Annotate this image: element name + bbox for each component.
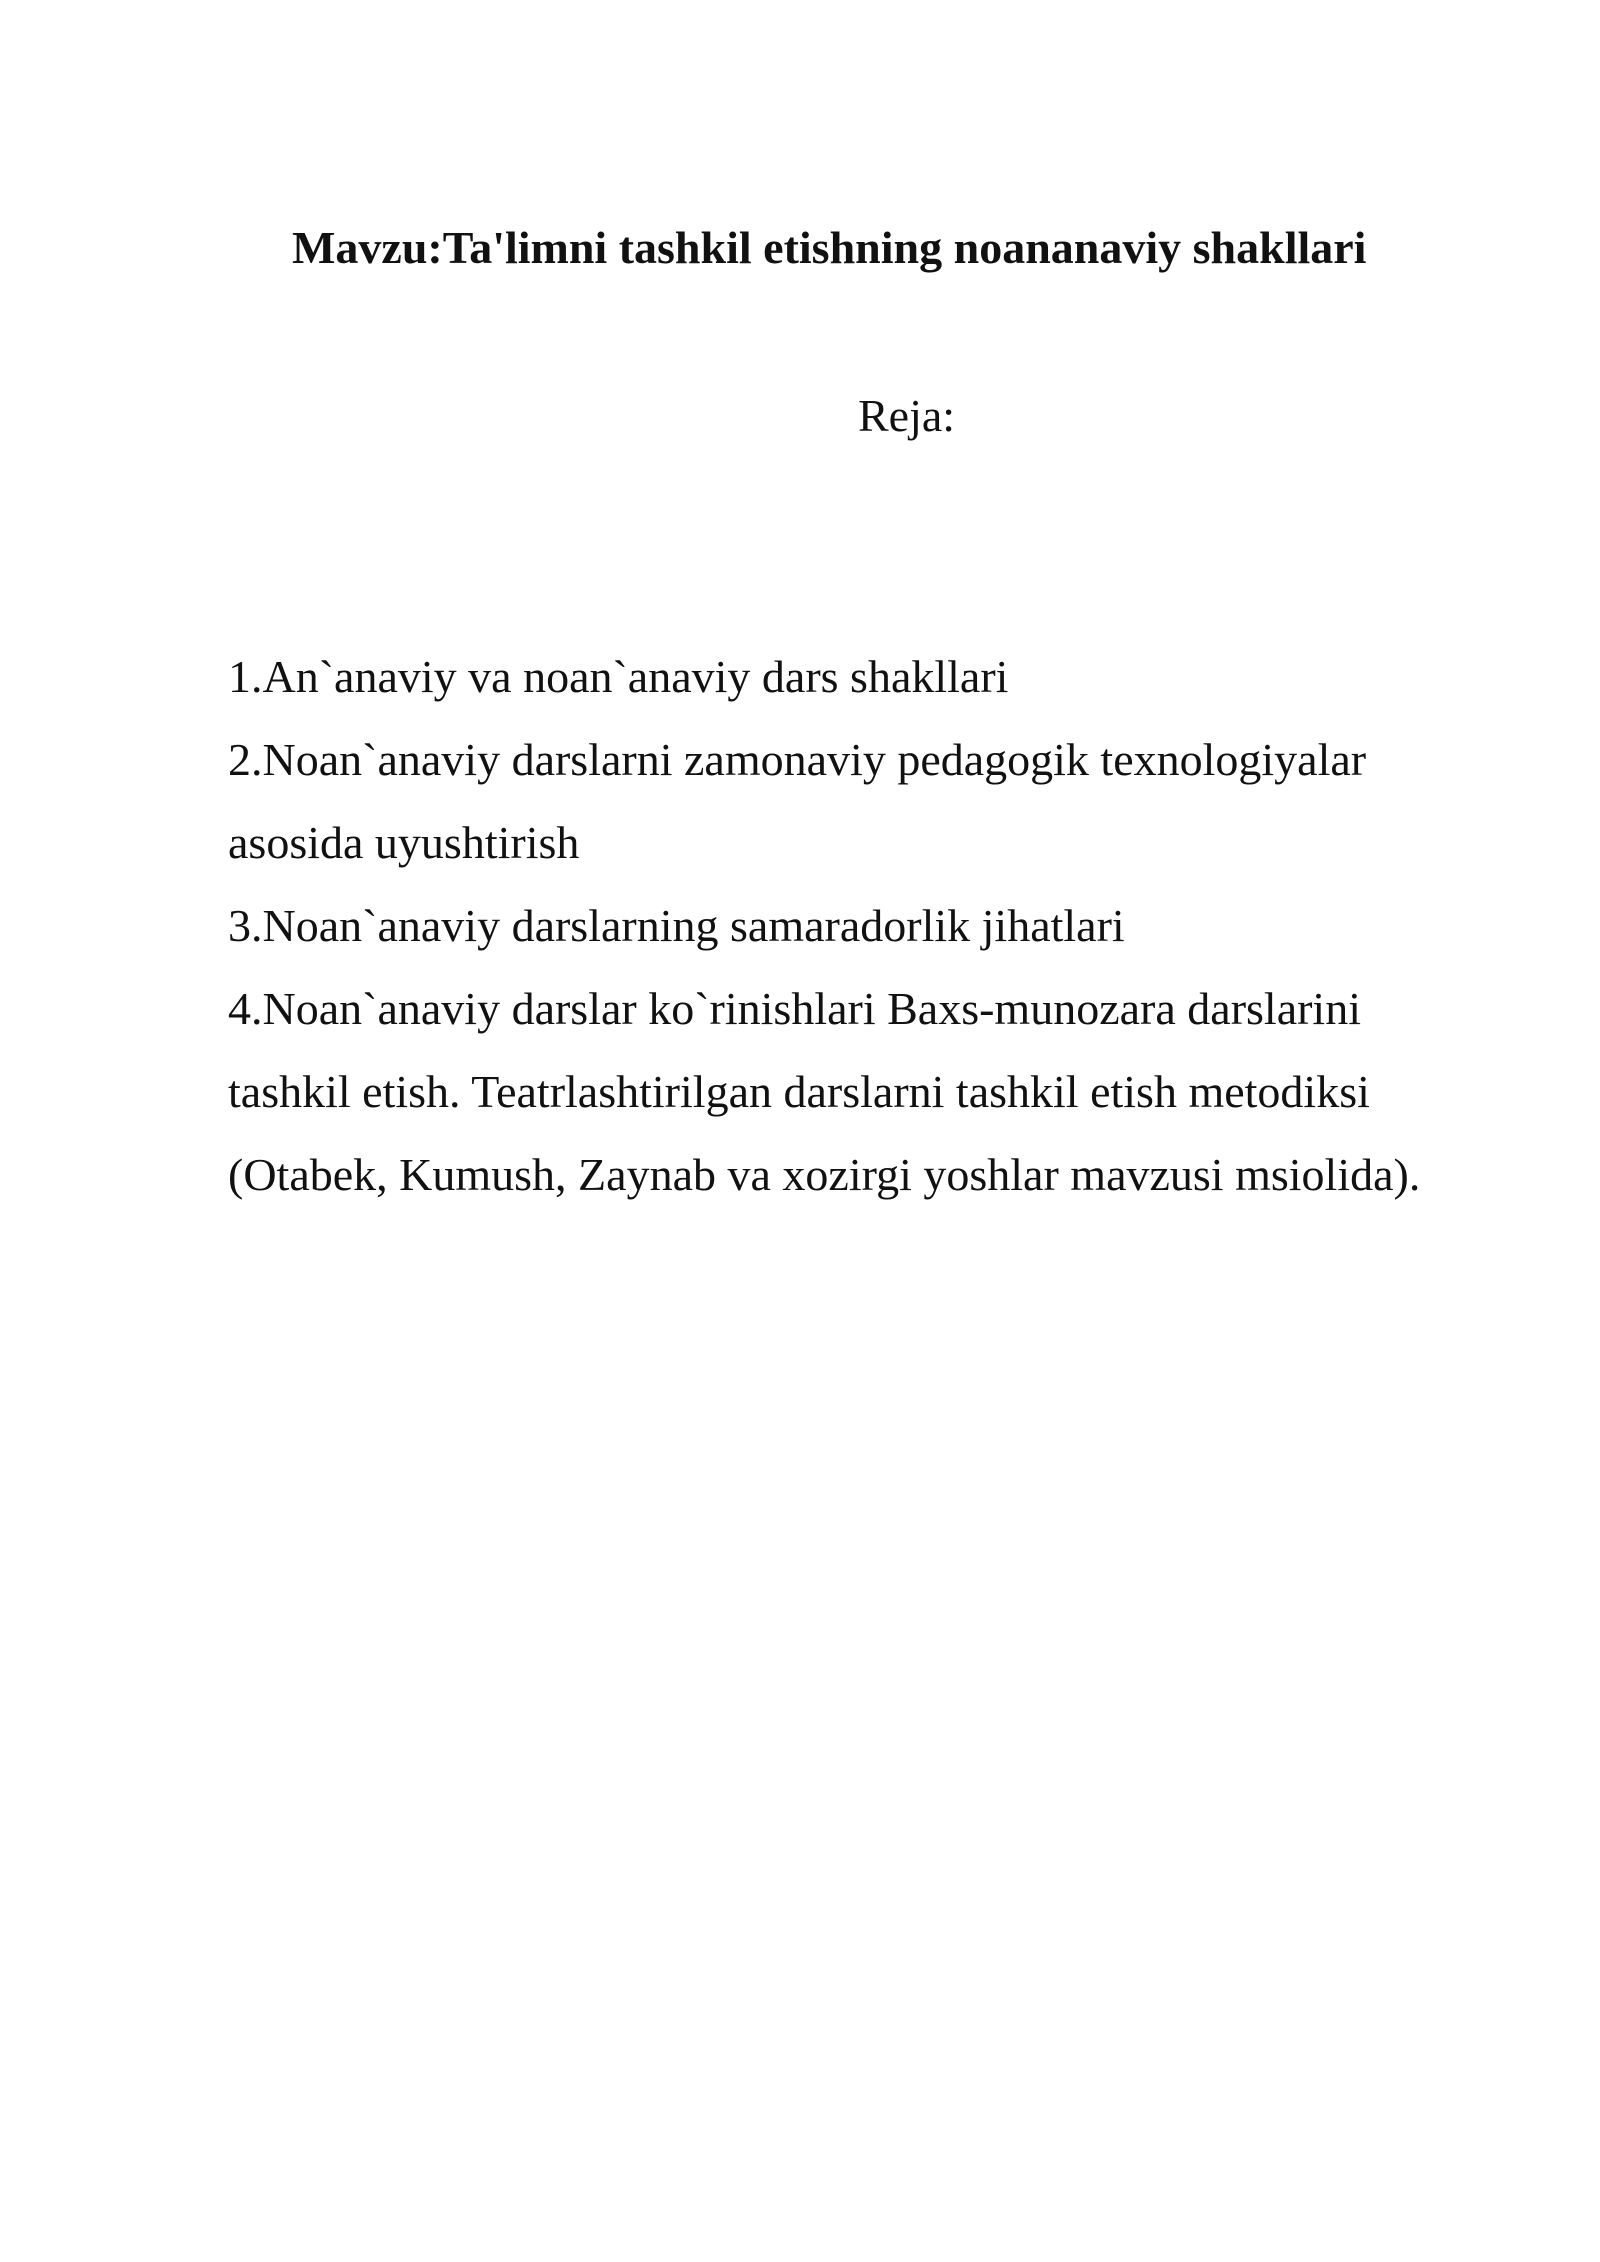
plan-item-4-line-3: (Otabek, Kumush, Zaynab va xozirgi yoshlar mavzusi msiolida). [228, 1149, 1421, 1200]
plan-heading: Reja: [858, 390, 956, 441]
plan-item-2-line-1: 2.Noan`anaviy darslarni zamonaviy pedagogik texnologiyalar [228, 734, 1367, 785]
plan-item-4 [228, 967, 1528, 1216]
plan-list [228, 635, 1528, 1216]
page-title: Mavzu:Ta'limni tashkil etishning noananaviy shakllari [292, 222, 1367, 273]
plan-item-2-line-2: asosida uyushtirish [228, 817, 580, 868]
plan-item-4-line-2: tashkil etish. Teatrlashtirilgan darslarni tashkil etish metodiksi [228, 1066, 1370, 1117]
plan-item-1 [228, 635, 1528, 718]
plan-item-3-line-1: 3.Noan`anaviy darslarning samaradorlik jihatlari [228, 900, 1125, 951]
plan-item-2 [228, 718, 1528, 884]
plan-item-4-line-1: 4.Noan`anaviy darslar ko`rinishlari Baxs-munozara darslarini [228, 983, 1361, 1034]
plan-item-1-line-1: 1.An`anaviy va noan`anaviy dars shakllari [228, 651, 1009, 702]
plan-item-3 [228, 884, 1528, 967]
